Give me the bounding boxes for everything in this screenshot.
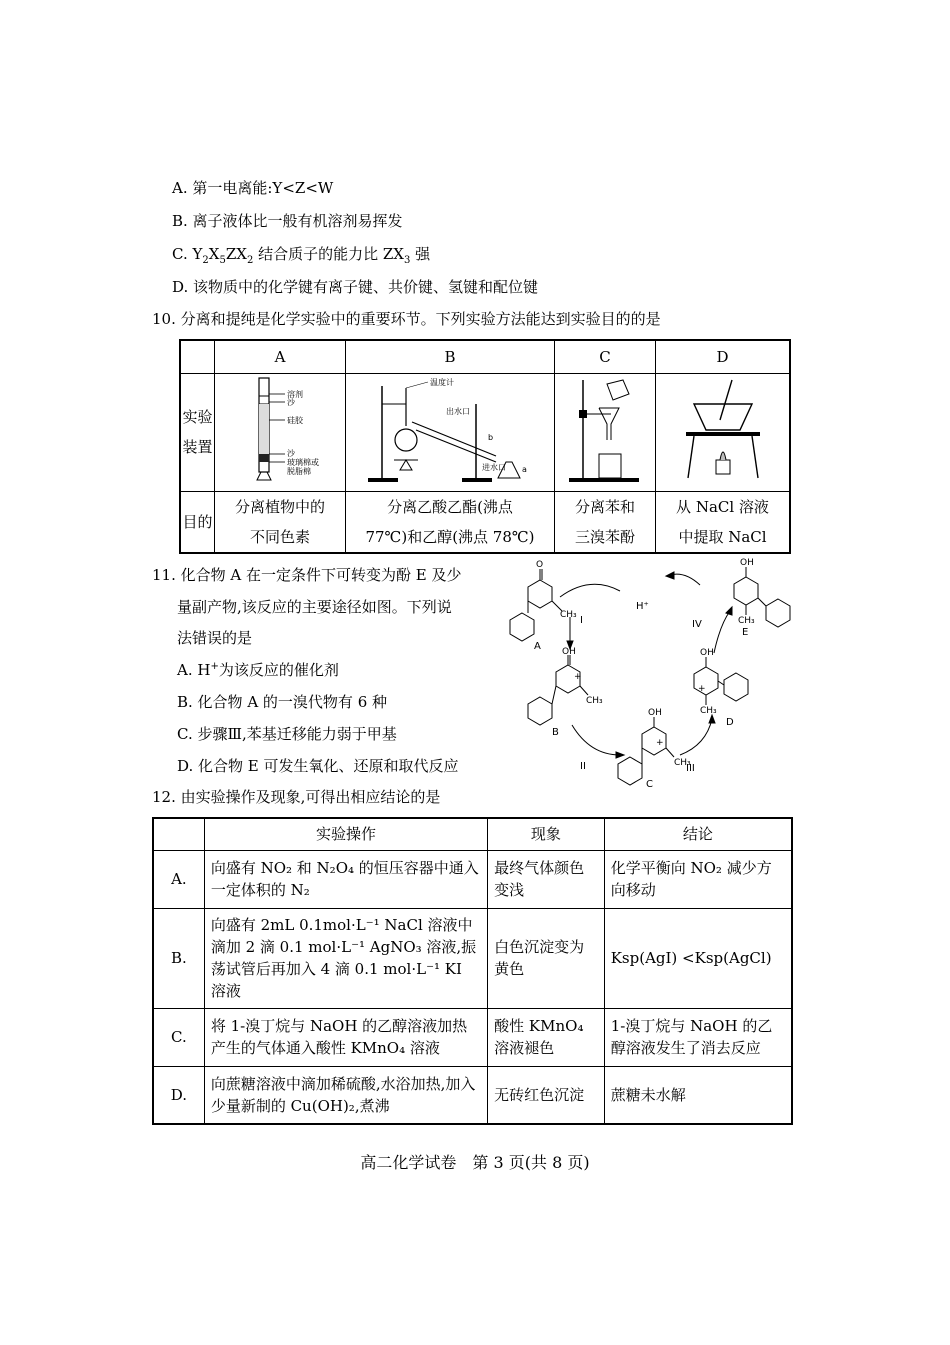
label-ch3-b: CH₃	[586, 696, 603, 706]
label-ch3-e: CH₃	[738, 616, 755, 626]
q10-header-d: D	[656, 340, 791, 373]
label-glasswool: 玻璃棉或	[287, 458, 319, 467]
q12-row-d-operation: 向蔗糖溶液中滴加稀硫酸,水浴加热,加入少量新制的 Cu(OH)₂,煮沸	[204, 1066, 487, 1124]
q10-purpose-d: 从 NaCl 溶液 中提取 NaCl	[656, 491, 791, 553]
label-hplus: H⁺	[636, 601, 649, 612]
q10-stem: 10. 分离和提纯是化学实验中的重要环节。下列实验方法能达到实验目的的是	[152, 310, 661, 328]
label-plus-c: +	[656, 738, 664, 748]
q12-row-d-label: D.	[153, 1066, 204, 1124]
label-b: b	[488, 433, 494, 442]
q11-reaction-scheme	[500, 555, 800, 790]
label-step-iii: III	[686, 763, 695, 774]
label-ch3-a: CH₃	[560, 610, 577, 620]
q10-header-c: C	[555, 340, 656, 373]
q12-row-d-phenomenon: 无砖红色沉淀	[488, 1066, 605, 1124]
q10-header-a: A	[215, 340, 346, 373]
q12-row-a-conclusion: 化学平衡向 NO₂ 减少方向移动	[604, 850, 792, 908]
label-sand-bottom: 沙	[287, 449, 295, 458]
q12-header-phenomenon: 现象	[488, 818, 605, 850]
q12-row-b-conclusion: Ksp(AgI) <Ksp(AgCl)	[604, 908, 792, 1008]
q12-header-operation: 实验操作	[204, 818, 487, 850]
q9-option-d: D. 该物质中的化学键有离子键、共价键、氢键和配位键	[172, 278, 539, 296]
q12-table	[152, 817, 793, 1125]
q11-stem-line3: 法错误的是	[177, 629, 253, 647]
label-silica: 硅胶	[287, 416, 303, 425]
q12-stem: 12. 由实验操作及现象,可得出相应结论的是	[152, 788, 441, 806]
label-oh-d: OH	[700, 648, 714, 658]
apparatus-b	[346, 373, 555, 491]
label-o-a: O	[536, 560, 544, 570]
label-thermometer: 温度计	[430, 378, 454, 387]
q12-row-a-phenomenon: 最终气体颜色变浅	[488, 850, 605, 908]
label-step-ii: II	[580, 761, 586, 772]
label-water-out: 出水口	[446, 407, 470, 416]
q10-purpose-a: 分离植物中的 不同色素	[215, 491, 346, 553]
label-solvent: 溶剂	[287, 390, 303, 399]
label-oh-b: OH	[562, 647, 576, 657]
q11-option-a: A. H+为该反应的催化剂	[177, 661, 339, 679]
label-sand-top: 沙	[287, 398, 295, 407]
label-compound-c: C	[646, 779, 653, 790]
q11-option-b: B. 化合物 A 的一溴代物有 6 种	[177, 693, 388, 711]
q12-row-a-operation: 向盛有 NO₂ 和 N₂O₄ 的恒压容器中通入一定体积的 N₂	[204, 850, 487, 908]
label-step-iv: IV	[692, 619, 702, 630]
q12-row-c-conclusion: 1-溴丁烷与 NaOH 的乙醇溶液发生了消去反应	[604, 1008, 792, 1066]
q12-row-c-operation: 将 1-溴丁烷与 NaOH 的乙醇溶液加热产生的气体通入酸性 KMnO₄ 溶液	[204, 1008, 487, 1066]
label-oh-e: OH	[740, 558, 754, 568]
q11-stem-line1: 11. 化合物 A 在一定条件下可转变为酚 E 及少	[152, 566, 462, 584]
label-ch3-c: CH₃	[674, 758, 691, 768]
label-step-i: I	[580, 615, 583, 626]
q11-stem-line2: 量副产物,该反应的主要途径如图。下列说	[177, 598, 452, 616]
label-plus-d: +	[698, 684, 706, 694]
q10-table	[179, 339, 791, 554]
apparatus-c	[555, 373, 656, 491]
q10-purpose-b: 分离乙酸乙酯(沸点 77℃)和乙醇(沸点 78℃)	[346, 491, 555, 553]
label-plus-b: +	[574, 672, 582, 682]
q11-option-d: D. 化合物 E 可发生氧化、还原和取代反应	[177, 757, 459, 775]
q12-row-a-label: A.	[153, 850, 204, 908]
label-compound-b: B	[552, 727, 559, 738]
label-oh-c: OH	[648, 708, 662, 718]
q12-row-b-label: B.	[153, 908, 204, 1008]
q9-option-c: C. $Y_2X_5ZX_2$ 结合质子的能力比 $ZX_3$ 强	[172, 245, 431, 266]
q9-option-a: A. 第一电离能:Y<Z<W	[172, 179, 334, 197]
label-water-in: 进水口	[482, 463, 506, 472]
q12-row-c-phenomenon: 酸性 KMnO₄ 溶液褪色	[488, 1008, 605, 1066]
q10-row-purpose-label: 目的	[180, 491, 215, 553]
page-footer: 高二化学试卷 第 3 页(共 8 页)	[360, 1153, 590, 1172]
label-a: a	[522, 465, 527, 474]
q10-row-apparatus-label: 实验 装置	[180, 373, 215, 491]
q10-purpose-c: 分离苯和 三溴苯酚	[555, 491, 656, 553]
label-cotton: 脱脂棉	[287, 467, 311, 476]
q12-row-b-phenomenon: 白色沉淀变为黄色	[488, 908, 605, 1008]
q12-row-d-conclusion: 蔗糖未水解	[604, 1066, 792, 1124]
label-compound-a: A	[534, 641, 541, 652]
label-ch3-d: CH₃	[700, 706, 717, 716]
q9-option-b: B. 离子液体比一般有机溶剂易挥发	[172, 212, 403, 230]
label-compound-e: E	[742, 627, 749, 638]
q10-header-b: B	[346, 340, 555, 373]
q12-row-b-operation: 向盛有 2mL 0.1mol·L⁻¹ NaCl 溶液中滴加 2 滴 0.1 mol·L⁻¹ AgNO₃ 溶液,振荡试管后再加入 4 滴 0.1 mol·L⁻¹ KI 溶液	[204, 908, 487, 1008]
q11-option-c: C. 步骤Ⅲ,苯基迁移能力弱于甲基	[177, 725, 397, 743]
apparatus-d	[656, 373, 791, 491]
q12-row-c-label: C.	[153, 1008, 204, 1066]
label-compound-d: D	[726, 717, 734, 728]
apparatus-a	[215, 373, 346, 491]
q12-header-conclusion: 结论	[604, 818, 792, 850]
